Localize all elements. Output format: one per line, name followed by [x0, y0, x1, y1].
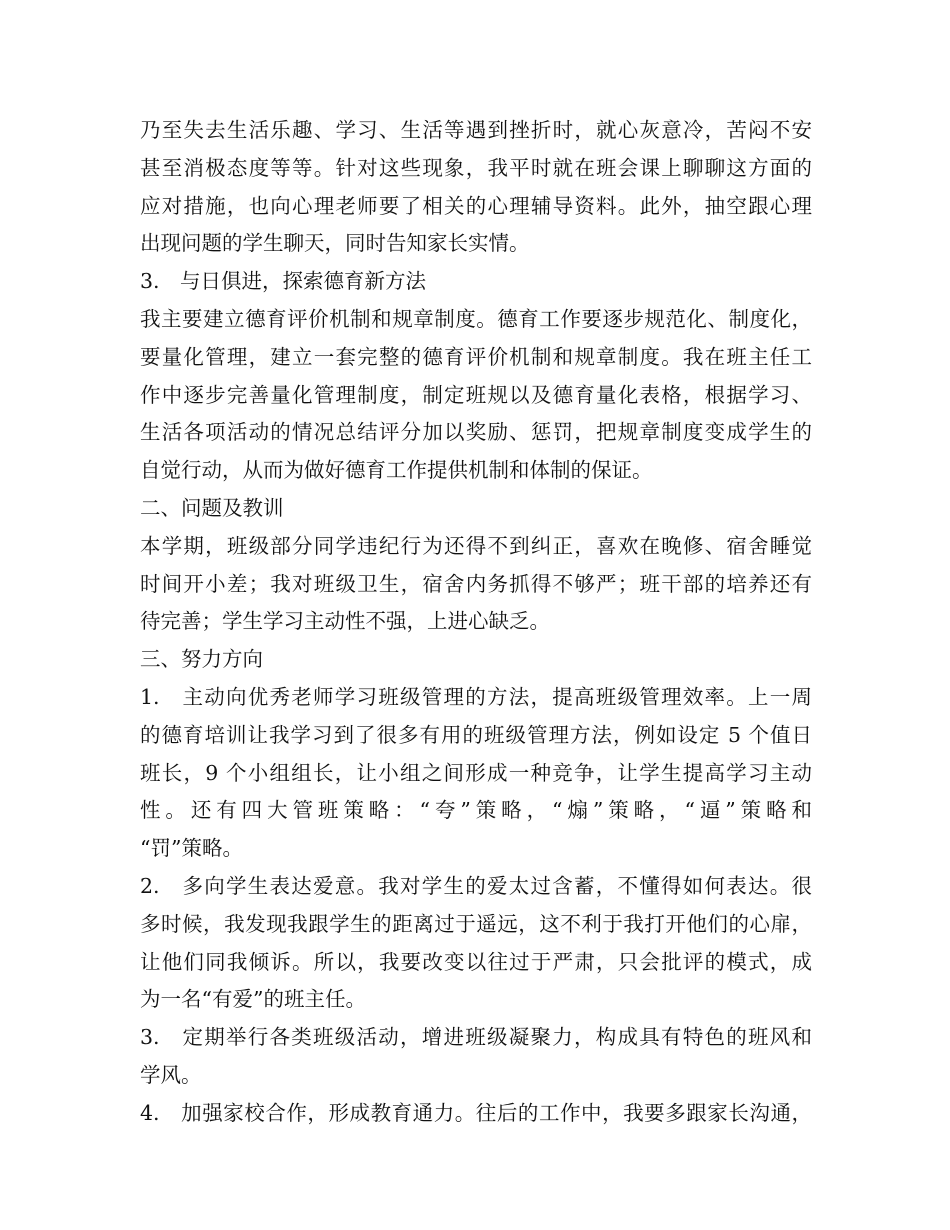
- paragraph-line: 乃至失去生活乐趣、学习、生活等遇到挫折时，就心灰意冷，苦闷不安: [140, 118, 812, 142]
- paragraph-line: 2. 多向学生表达爱意。我对学生的爱太过含蓄，不懂得如何表达。很: [140, 873, 812, 898]
- paragraph-line: 让他们同我倾诉。所以，我要改变以往过于严肃，只会批评的模式，成: [140, 949, 812, 974]
- section-heading: 三、努力方向: [140, 647, 263, 672]
- document-body: [140, 112, 812, 1133]
- paragraph-line: 的德育培训让我学习到了很多有用的班级管理方法，例如设定 5 个值日: [140, 722, 812, 747]
- paragraph-line: 甚至消极态度等等。针对这些现象，我平时就在班会课上聊聊这方面的: [140, 155, 812, 180]
- paragraph-line: 性。还有四大管班策略：“夸”策略，“煽”策略，“逼”策略和: [140, 798, 812, 823]
- paragraph-line: 应对措施，也向心理老师要了相关的心理辅导资料。此外，抽空跟心理: [140, 193, 812, 218]
- paragraph-line: 多时候，我发现我跟学生的距离过于遥远，这不利于我打开他们的心扉，: [140, 911, 812, 936]
- paragraph-line: 1. 主动向优秀老师学习班级管理的方法，提高班级管理效率。上一周: [140, 684, 812, 709]
- paragraph-line: 学风。: [140, 1062, 202, 1087]
- section-heading: 二、问题及教训: [140, 495, 284, 520]
- section-heading: 3. 与日俱进，探索德育新方法: [140, 269, 427, 294]
- paragraph-line: 我主要建立德育评价机制和规章制度。德育工作要逐步规范化、制度化，: [140, 306, 812, 331]
- paragraph-line: “罚”策略。: [140, 836, 243, 861]
- paragraph-line: 作中逐步完善量化管理制度，制定班规以及德育量化表格，根据学习、: [140, 382, 812, 407]
- paragraph-line: 要量化管理，建立一套完整的德育评价机制和规章制度。我在班主任工: [140, 344, 812, 369]
- paragraph-line: 为一名“有爱”的班主任。: [140, 987, 366, 1012]
- paragraph-line: 4. 加强家校合作，形成教育通力。往后的工作中，我要多跟家长沟通，: [140, 1100, 812, 1125]
- paragraph-line: 生活各项活动的情况总结评分加以奖励、惩罚，把规章制度变成学生的: [140, 420, 812, 445]
- paragraph-line: 3. 定期举行各类班级活动，增进班级凝聚力，构成具有特色的班风和: [140, 1025, 812, 1050]
- paragraph-line: 班长，9 个小组组长，让小组之间形成一种竞争，让学生提高学习主动: [140, 760, 812, 785]
- paragraph-line: 出现问题的学生聊天，同时告知家长实情。: [140, 231, 530, 256]
- paragraph-line: 自觉行动，从而为做好德育工作提供机制和体制的保证。: [140, 458, 653, 483]
- paragraph-line: 时间开小差；我对班级卫生，宿舍内务抓得不够严；班干部的培养还有: [140, 571, 812, 596]
- paragraph-line: 本学期，班级部分同学违纪行为还得不到纠正，喜欢在晚修、宿舍睡觉: [140, 533, 812, 558]
- paragraph-line: 待完善；学生学习主动性不强，上进心缺乏。: [140, 609, 550, 634]
